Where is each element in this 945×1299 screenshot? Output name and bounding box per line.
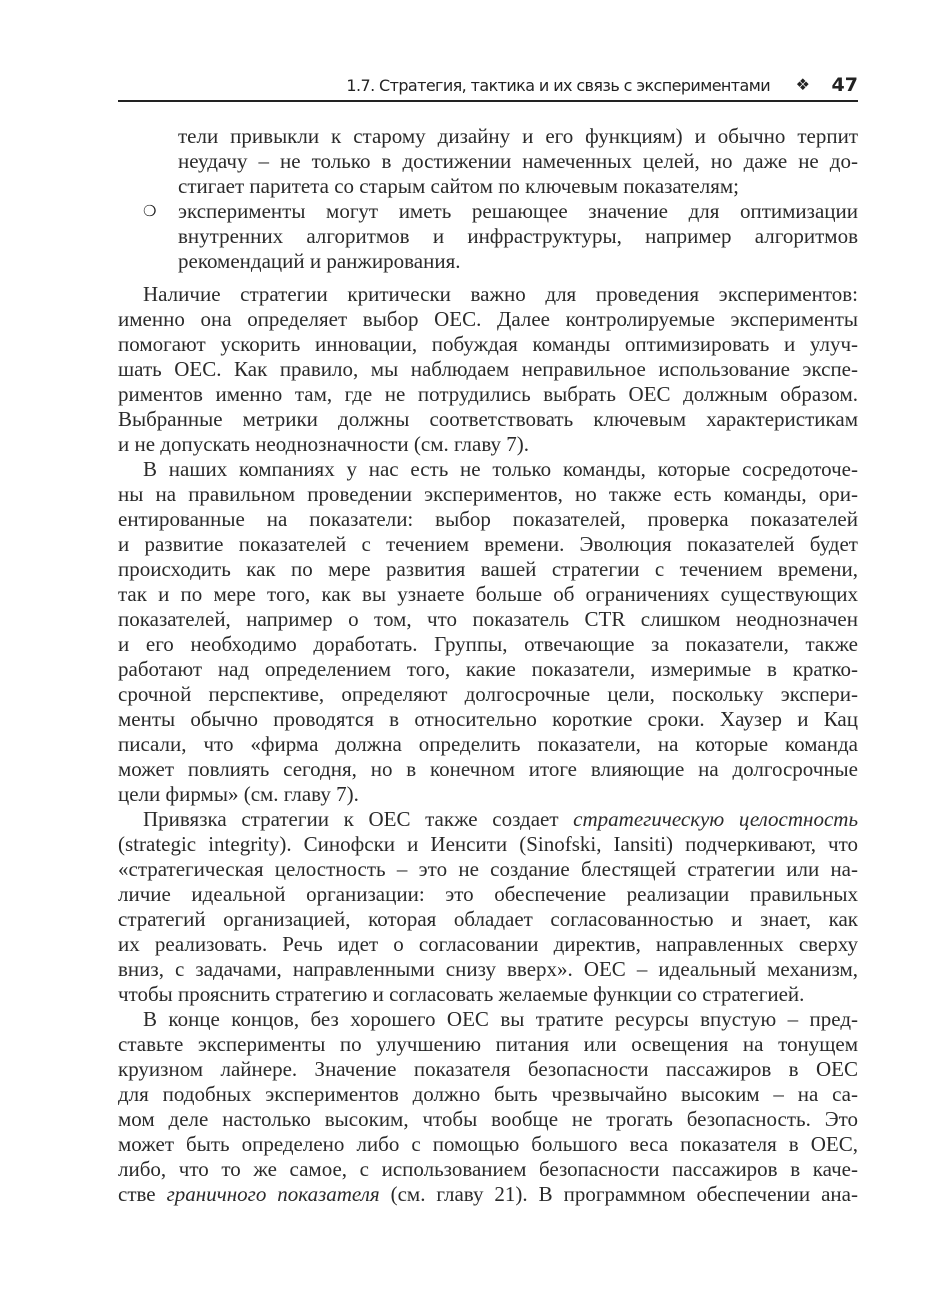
text-line: вниз, с задачами, направленными снизу вверх». OEC – идеальный механизм, (118, 957, 858, 981)
list-line: внутренних алгоритмов и инфраструктуры, например алгоритмов (178, 224, 858, 248)
text-line: риментов именно там, где не потрудились выбрать OEC должным образом. (118, 382, 858, 406)
text-line: В наших компаниях у нас есть не только команды, которые сосредоточе- (143, 457, 858, 481)
text-line: работают над определением того, какие показатели, измеримые в кратко- (118, 657, 858, 681)
text-line: цели фирмы» (см. главу 7). (118, 782, 359, 806)
text-line: срочной перспективе, определяют долгосрочные цели, поскольку экспери- (118, 682, 858, 706)
page-number: 47 (831, 74, 858, 96)
text-line: (strategic integrity). Синофски и Иенсити (Sinofski, Iansiti) подчеркивают, что (118, 832, 858, 856)
text-line: может повлиять сегодня, но в конечном итоге влияющие на долгосрочные (118, 757, 858, 781)
text-line: ны на правильном проведении экспериментов, но также есть команды, ори- (118, 482, 858, 506)
text-line: стратегий организацией, которая обладает согласованностью и знает, как (118, 907, 858, 931)
text-line: «стратегическая целостность – это не создание блестящей стратегии или на- (118, 857, 858, 881)
list-line: неудачу – не только в достижении намеченных целей, но даже не до- (178, 149, 858, 173)
text-line: личие идеальной организации: это обеспечение реализации правильных (118, 882, 858, 906)
text-line: может быть определено либо с помощью большого веса показателя в OEC, (118, 1132, 858, 1156)
header-rule (118, 100, 858, 102)
text-line: и развитие показателей с течением времени. Эволюция показателей будет (118, 532, 858, 556)
ornament-icon: ❖ (795, 75, 810, 94)
text-line: Выбранные метрики должны соответствовать ключевым характеристикам (118, 407, 858, 431)
text-line: и не допускать неоднозначности (см. главу 7). (118, 432, 530, 456)
list-line: стигает паритета со старым сайтом по ключевым показателям; (178, 174, 739, 198)
text-line: их реализовать. Речь идет о согласовании директив, направленных сверху (118, 932, 858, 956)
text-line: так и по мере того, как вы узнаете больше об ограничениях существующих (118, 582, 858, 606)
text-line: для подобных экспериментов должно быть чрезвычайно высоким – на са- (118, 1082, 858, 1106)
list-line: эксперименты могут иметь решающее значение для оптимизации (178, 199, 858, 223)
text-line: Наличие стратегии критически важно для проведения экспериментов: (143, 282, 858, 306)
text-line: происходить как по мере развития вашей стратегии с течением времени, (118, 557, 858, 581)
text-run: (см. главу 21). В программном обеспечении ана- (379, 1182, 858, 1206)
text-line (143, 807, 858, 832)
text-line: мом деле настолько высоким, чтобы вообще не трогать безопасность. Это (118, 1107, 858, 1131)
list-line: рекомендаций и ранжирования. (178, 249, 461, 273)
running-title: 1.7. Стратегия, тактика и их связь с экспериментами (346, 76, 770, 95)
text-run: Привязка стратегии к OEC также создает (143, 807, 574, 831)
bullet-circle-icon: ❍ (143, 202, 157, 220)
text-line: В конце концов, без хорошего OEC вы тратите ресурсы впустую – пред- (143, 1007, 858, 1031)
header-bar (118, 74, 858, 102)
text-line: и его необходимо доработать. Группы, отвечающие за показатели, также (118, 632, 858, 656)
text-run: стве (118, 1182, 167, 1206)
text-line (118, 1182, 858, 1207)
text-line: писали, что «фирма должна определить показатели, на которые команда (118, 732, 858, 756)
text-line: либо, что то же самое, с использованием безопасности пассажиров в каче- (118, 1157, 858, 1181)
text-line: именно она определяет выбор OEC. Далее контролируемые эксперименты (118, 307, 858, 331)
text-line: ставьте эксперименты по улучшению питания или освещения на тонущем (118, 1032, 858, 1056)
text-line: чтобы прояснить стратегию и согласовать желаемые функции со стратегией. (118, 982, 805, 1006)
list-line: тели привыкли к старому дизайну и его функциям) и обычно терпит (178, 124, 858, 148)
italic-term: стратегическую целостность (573, 807, 858, 831)
text-line: помогают ускорить инновации, побуждая команды оптимизировать и улуч- (118, 332, 858, 356)
text-line: менты обычно проводятся в относительно короткие сроки. Хаузер и Кац (118, 707, 858, 731)
italic-term: граничного показателя (166, 1182, 380, 1206)
text-line: круизном лайнере. Значение показателя безопасности пассажиров в OEC (118, 1057, 858, 1081)
text-line: ентированные на показатели: выбор показателей, проверка показателей (118, 507, 858, 531)
text-line: шать OEC. Как правило, мы наблюдаем неправильное использование экспе- (118, 357, 858, 381)
text-line: показателей, например о том, что показатель CTR слишком неоднозначен (118, 607, 858, 631)
